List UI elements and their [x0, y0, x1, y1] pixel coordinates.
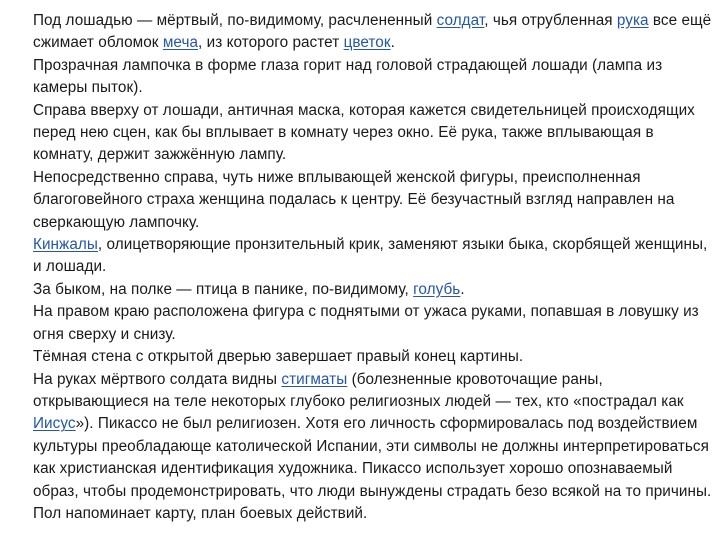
link-stigmaty[interactable]: стигматы — [281, 370, 348, 388]
paragraph-text: . — [460, 280, 465, 298]
link-tsvetok[interactable]: цветок — [343, 34, 391, 52]
paragraph — [33, 503, 713, 525]
paragraph — [33, 100, 713, 167]
paragraph-text: (болезненные кровоточащие раны, открывающиеся на теле некоторых глубоко религиозных людей — тех, кто «пострадал как — [33, 370, 684, 410]
paragraph-text: Под лошадью — мёртвый, по-видимому, расчлененный — [33, 12, 437, 29]
link-mecha[interactable]: меча — [162, 34, 199, 52]
paragraph-text: Пол напоминает карту, план боевых действий. — [33, 504, 368, 522]
paragraph — [33, 234, 713, 279]
link-kinzhaly[interactable]: Кинжалы — [33, 236, 98, 254]
paragraph — [33, 55, 713, 100]
paragraph-text: На руках мёртвого солдата видны — [33, 370, 282, 388]
article-text — [33, 10, 713, 525]
paragraph-text: За быком, на полке — птица в панике, по-видимому, — [33, 280, 414, 298]
paragraph — [33, 301, 713, 346]
paragraph-text: , олицетворяющие пронзительный крик, заменяют языки быка, скорбящей женщины, и лошади. — [33, 236, 708, 276]
paragraph-text: Прозрачная лампочка в форме глаза горит над головой страдающей лошади (лампа из камеры пыток). — [33, 56, 663, 97]
paragraph-text: все ещё сжимает обломок — [33, 12, 712, 52]
link-iisus[interactable]: Иисус — [33, 415, 76, 433]
paragraph-text: »). Пикассо не был религиозен. Хотя его личность сформировалась под воздействием культуры преобладающе католической Испании, эти символы не должны интерпретироваться как христианская идентификация художника. Пикассо использует хорошо опознаваемый образ, чтобы продемонстрировать, что люди вынуждены страдать безо всякой на то причины. — [33, 415, 712, 500]
paragraph-text: Справа вверху от лошади, античная маска, которая кажется свидетельницей происходящих перед нею сцен, как бы вплывает в комнату через окно. Её рука, также вплывающая в комнату, держит зажжённую лампу. — [33, 101, 695, 164]
link-golub[interactable]: голубь — [413, 280, 461, 298]
link-ruka[interactable]: рука — [616, 12, 649, 29]
paragraph — [33, 279, 713, 301]
paragraph-text: . — [390, 34, 395, 52]
paragraph-text: , чья отрубленная — [484, 12, 617, 29]
paragraph — [33, 10, 713, 55]
paragraph — [33, 346, 713, 368]
paragraph-text: , из которого растет — [198, 34, 344, 52]
paragraph-text: На правом краю расположена фигура с поднятыми от ужаса руками, попавшая в ловушку из огня сверху и снизу. — [33, 303, 699, 343]
paragraph — [33, 167, 713, 234]
paragraph-text: Тёмная стена с открытой дверью завершает правый конец картины. — [33, 348, 524, 366]
paragraph — [33, 369, 713, 503]
link-soldat[interactable]: солдат — [436, 12, 485, 29]
paragraph-text: Непосредственно справа, чуть ниже вплывающей женской фигуры, преисполненная благоговейного страха женщина подалась к центру. Её безучастный взгляд направлен на сверкающую лампочку. — [33, 168, 675, 231]
